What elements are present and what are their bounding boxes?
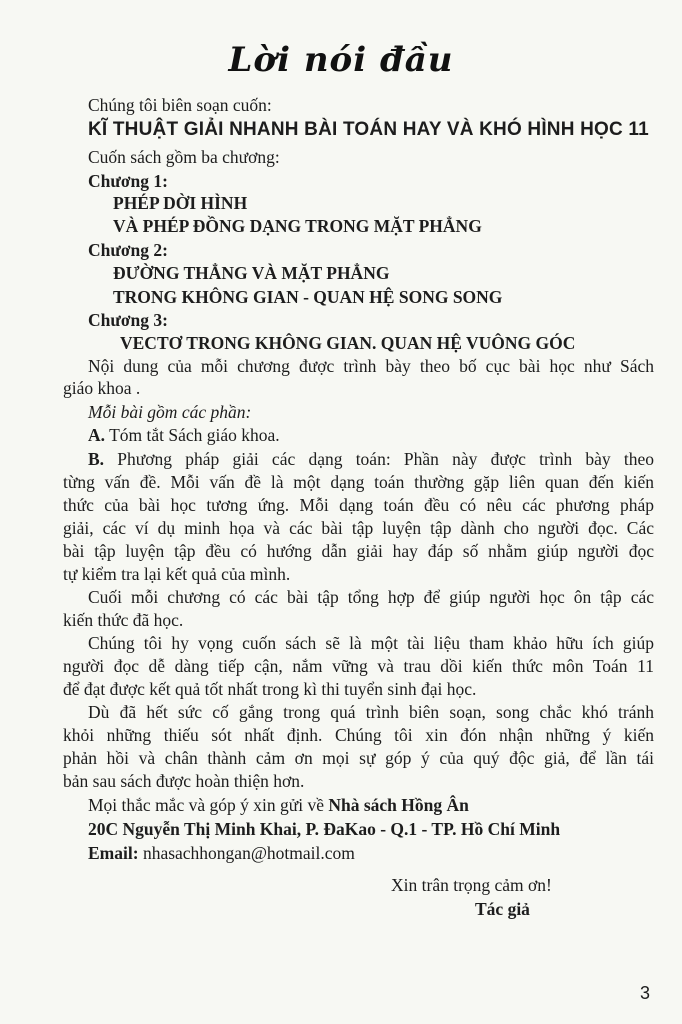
book-title: KĨ THUẬT GIẢI NHANH BÀI TOÁN HAY VÀ KHÓ HÌNH HỌC 11 xyxy=(88,119,649,140)
part-a-letter: A. xyxy=(88,425,106,445)
review-para-line-2: kiến thức đã học. xyxy=(63,610,184,630)
part-b-line-1 xyxy=(88,448,654,470)
effort-para-line-1: Dù đã hết sức cố gắng trong quá trình biên soạn, song chắc khó tránh xyxy=(88,702,654,722)
hope-para-line-1: Chúng tôi hy vọng cuốn sách sẽ là một tài liệu tham khảo hữu ích giúp xyxy=(88,633,654,653)
page-title: Lời nói đầu xyxy=(228,40,454,80)
page-number: 3 xyxy=(639,983,650,1003)
effort-para-line-4: bản sau sách được hoàn thiện hơn. xyxy=(63,771,305,791)
chapter-1-title-line-1: PHÉP DỜI HÌNH xyxy=(113,193,248,213)
chapters-intro: Cuốn sách gồm ba chương: xyxy=(88,147,280,167)
chapter-2-title-line-1: ĐƯỜNG THẲNG VÀ MẶT PHẲNG xyxy=(113,263,390,283)
part-b-line-2: từng vấn đề. Mỗi vấn đề là một dạng toán thường gặp liên quan đến kiến xyxy=(63,472,654,492)
parts-heading: Mỗi bài gồm các phần: xyxy=(88,402,252,422)
hope-para-line-3: để đạt được kết quả tốt nhất trong kì thi tuyển sinh đại học. xyxy=(63,679,477,699)
part-a-text: Tóm tắt Sách giáo khoa. xyxy=(105,425,280,445)
content-para-line-1: Nội dung của mỗi chương được trình bày theo bố cục bài học như Sách xyxy=(88,356,654,376)
part-b-line-5: bài tập luyện tập đều có hướng dẫn giải hay đáp số nhằm giúp người đọc xyxy=(63,541,654,561)
part-b-line-4: giải, các ví dụ minh họa và các bài tập luyện tập dành cho người đọc. Các xyxy=(63,518,654,538)
publisher-name: Nhà sách Hồng Ân xyxy=(328,795,469,815)
email-line xyxy=(88,842,355,864)
content-para-line-2: giáo khoa . xyxy=(63,378,141,398)
thanks-text: Xin trân trọng cảm ơn! xyxy=(391,875,552,895)
part-a xyxy=(88,424,280,446)
email-label: Email: xyxy=(88,843,139,863)
effort-para-line-3: phản hồi và chân thành cảm ơn mọi sự góp ý của quý độc giả, để lần tái xyxy=(63,748,654,768)
author-signature: Tác giả xyxy=(475,899,530,919)
part-b-line-6: tự kiểm tra lại kết quả của mình. xyxy=(63,564,291,584)
effort-para-line-2: khỏi những thiếu sót nhất định. Chúng tôi xin đón nhận những ý kiến xyxy=(63,725,654,745)
review-para-line-1: Cuối mỗi chương có các bài tập tổng hợp để giúp người học ôn tập các xyxy=(88,587,654,607)
chapter-1-label: Chương 1: xyxy=(88,171,168,191)
part-b-line-3: thức của bài học tương ứng. Mỗi dạng toán đều có nêu các phương pháp xyxy=(63,495,654,515)
chapter-2-title-line-2: TRONG KHÔNG GIAN - QUAN HỆ SONG SONG xyxy=(113,287,503,307)
chapter-3-label: Chương 3: xyxy=(88,310,168,330)
hope-para-line-2: người đọc dễ dàng tiếp cận, nắm vững và trau dồi kiến thức môn Toán 11 xyxy=(63,656,654,676)
chapter-2-label: Chương 2: xyxy=(88,240,168,260)
email-address: nhasachhongan@hotmail.com xyxy=(138,843,355,863)
contact-prefix: Mọi thắc mắc và góp ý xin gửi về xyxy=(88,795,329,815)
part-b-first: Phương pháp giải các dạng toán: Phần này được trình bày theo xyxy=(104,449,654,469)
contact-line xyxy=(88,794,469,816)
chapter-3-title: VECTƠ TRONG KHÔNG GIAN. QUAN HỆ VUÔNG GÓC xyxy=(120,333,576,353)
intro-text: Chúng tôi biên soạn cuốn: xyxy=(88,95,272,115)
chapter-1-title-line-2: VÀ PHÉP ĐỒNG DẠNG TRONG MẶT PHẲNG xyxy=(113,216,482,236)
part-b-letter: B. xyxy=(88,449,105,469)
publisher-address: 20C Nguyễn Thị Minh Khai, P. ĐaKao - Q.1 - TP. Hồ Chí Minh xyxy=(88,819,561,839)
